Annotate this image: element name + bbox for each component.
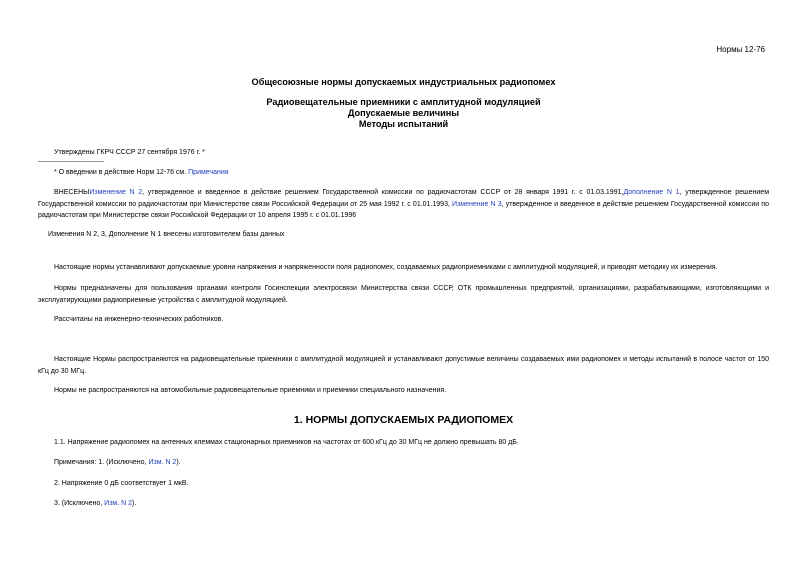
note-3	[54, 498, 136, 510]
change-2-link[interactable]: Изменение N 2	[89, 189, 143, 196]
introduced-changes	[38, 187, 769, 222]
section-title: 1. НОРМЫ ДОПУСКАЕМЫХ РАДИОПОМЕХ	[293, 414, 514, 426]
change-3-link[interactable]: Изменение N 3	[452, 200, 502, 208]
paragraph-users: Нормы предназначены для пользования органами контроля Госинспекции электросвязи Министерства связи СССР, ОТК промышленных предприятий, организациями, разрабатывающими, изготовляющими и эксплуатирующими радиоприемные устройства с амплитудной модуляцией.	[38, 285, 769, 304]
introduced-text-1: , утвержденное и введенное в действие решением Государственной комиссии по радиочастотам СССР от 28 января 1991 г. с 01.03.1991,	[142, 189, 624, 196]
paragraph-scope: Настоящие нормы устанавливают допускаемые уровни напряжения и напряженности поля радиопомех, создаваемых радиоприемниками с амплитудной модуляцией, и приводят методику их измерения.	[54, 264, 718, 271]
footnote-divider	[38, 161, 104, 162]
note-3-prefix: 3. (Исключено,	[54, 500, 105, 507]
note-2: 2. Напряжение 0 дБ соответствует 1 мкВ.	[54, 480, 189, 487]
amendment-2-link-2[interactable]: Изм. N 2	[104, 500, 132, 507]
paragraph-exclusions: Нормы не распространяются на автомобильные радиовещательные приемники и приемники специального назначения.	[54, 387, 447, 394]
paragraph-applicability: Настоящие Нормы распространяются на радиовещательные приемники с амплитудной модуляцией и устанавливают допустимые величины создаваемых ими радиопомех и методы испытаний в полосе частот от 150 кГц до 30 МГц.	[38, 356, 769, 375]
introduced-text-3: , утвержденное и введенное в действие решением Государственной комиссии по радиочастотам при Министерстве связи Российской Федерации от 10 апреля 1995 г. с 01.01.1996	[38, 200, 769, 219]
supplement-1-link[interactable]: Дополнение N 1	[623, 189, 680, 196]
document-subtitle-2: Допускаемые величины	[347, 108, 460, 118]
document-title: Общесоюзные нормы допускаемых индустриальных радиопомех	[251, 77, 556, 87]
note-3-suffix: ).	[132, 500, 137, 507]
amendment-2-link[interactable]: Изм. N 2	[148, 459, 177, 466]
footnote-link[interactable]: Примечания	[188, 169, 229, 176]
footnote-text: * О введении в действие Норм 12-76 см.	[54, 169, 189, 176]
footnote	[54, 167, 229, 179]
paragraph-audience: Рассчитаны на инженерно-технических работников.	[54, 316, 224, 323]
introduced-lead: ВНЕСЕНЫ	[54, 189, 90, 196]
notes-1-suffix: ).	[176, 459, 181, 466]
introduced-text-2: , утвержденное решением Государственной комиссии по радиочастотам при Министерстве связи Российской Федерации от 25 мая 1992 г. с 01.01.1993,	[38, 189, 770, 208]
approval-note: Утверждены ГКРЧ СССР 27 сентября 1976 г. *	[54, 149, 205, 156]
document-code: Нормы 12-76	[716, 45, 765, 54]
document-subtitle-3: Методы испытаний	[358, 119, 449, 129]
clause-1-1: 1.1. Напряжение радиопомех на антенных клеммах стационарных приемников на частотах от 600 кГц до 30 МГц не должно превышать 80 дБ.	[54, 439, 519, 446]
notes-1-prefix: Примечания: 1. (Исключено,	[54, 459, 149, 466]
document-subtitle: Радиовещательные приемники с амплитудной модуляцией	[266, 97, 541, 107]
notes-1	[54, 457, 181, 469]
changes-note: Изменения N 2, 3, Дополнение N 1 внесены изготовителем базы данных	[48, 231, 285, 238]
